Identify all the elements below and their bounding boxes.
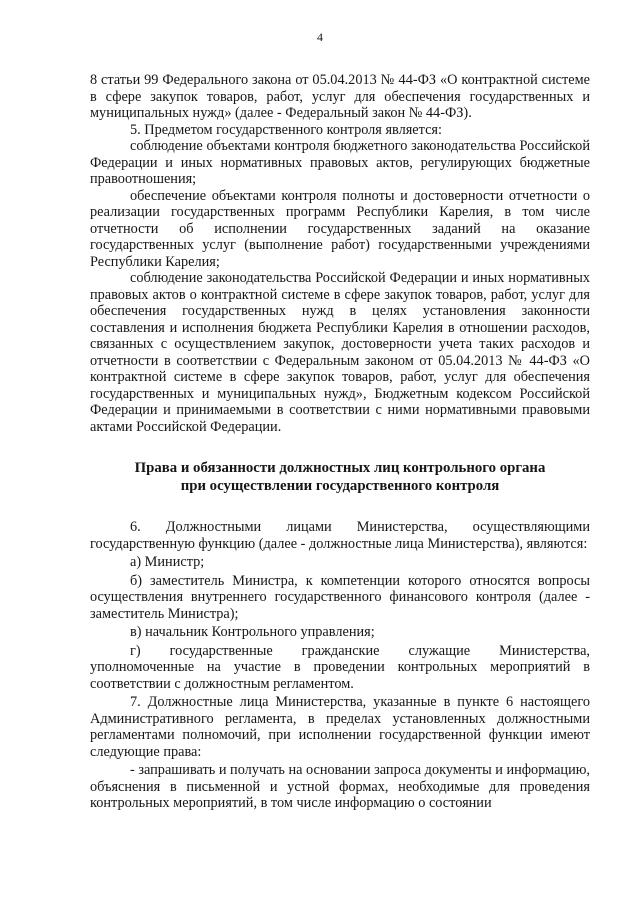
section-heading-line-2: при осуществлении государственного контроля <box>180 478 500 494</box>
list-item: б) заместитель Министра, к компетенции которого относятся вопросы осуществления внутреннего государственного финансового контроля (далее - заместитель Министра); <box>90 572 590 622</box>
list-item: в) начальник Контрольного управления; <box>130 624 375 640</box>
list-item: - запрашивать и получать на основании запроса документы и информацию, объяснения в письменной и устной формах, необходимые для проведения контрольных мероприятий, в том числе информацию о состоянии <box>90 762 590 811</box>
page-number: 4 <box>317 30 323 44</box>
section-heading-line-1: Права и обязанности должностных лиц контрольного органа <box>134 460 546 476</box>
paragraph: обеспечение объектами контроля полноты и достоверности отчетности о реализации государственных программ Республики Карелия, в том числе отчетности об исполнении государственных заданий на оказание государственных услуг (выполнение работ) государственными учреждениями Республики Карелия; <box>90 187 590 270</box>
paragraph: 7. Должностные лица Министерства, указанные в пункте 6 настоящего Административного регламента, в пределах установленных должностными регламентами полномочий, при исполнении государственной функции имеют следующие права: <box>90 694 590 760</box>
paragraph: 6. Должностными лицами Министерства, осуществляющими государственную функцию (далее - должностные лица Министерства), являются: <box>90 519 590 552</box>
paragraph: 8 статьи 99 Федерального закона от 05.04.2013 № 44-ФЗ «О контрактной системе в сфере закупок товаров, работ, услуг для обеспечения государственных и муниципальных нужд» (далее - Федеральный закон № 44-ФЗ). <box>90 72 590 121</box>
list-item: а) Министр; <box>130 554 205 570</box>
document-body <box>90 72 590 812</box>
paragraph: 5. Предметом государственного контроля является: <box>130 121 442 138</box>
paragraph: соблюдение законодательства Российской Федерации и иных нормативных правовых актов о контрактной системе в сфере закупок товаров, работ, услуг для обеспечения государственных нужд в целях установления законности составления и исполнения бюджета Республики Карелия в отношении расходов, связанных с осуществлением закупок, достоверности учета таких расходов и отчетности в соответствии с Федеральным законом от 05.04.2013 № 44-ФЗ «О контрактной системе в сфере закупок товаров, работ, услуг для обеспечения государственных и муниципальных нужд», Бюджетным кодексом Российской Федерации и принимаемыми в соответствии с ними нормативными правовыми актами Российской Федерации. <box>90 270 590 435</box>
section-heading <box>90 459 590 495</box>
paragraph: соблюдение объектами контроля бюджетного законодательства Российской Федерации и иных нормативных правовых актов, регулирующих бюджетные правоотношения; <box>90 138 590 187</box>
list-item: г) государственные гражданские служащие Министерства, уполномоченные на участие в проведении контрольных мероприятий в соответствии с должностным регламентом. <box>90 642 590 692</box>
